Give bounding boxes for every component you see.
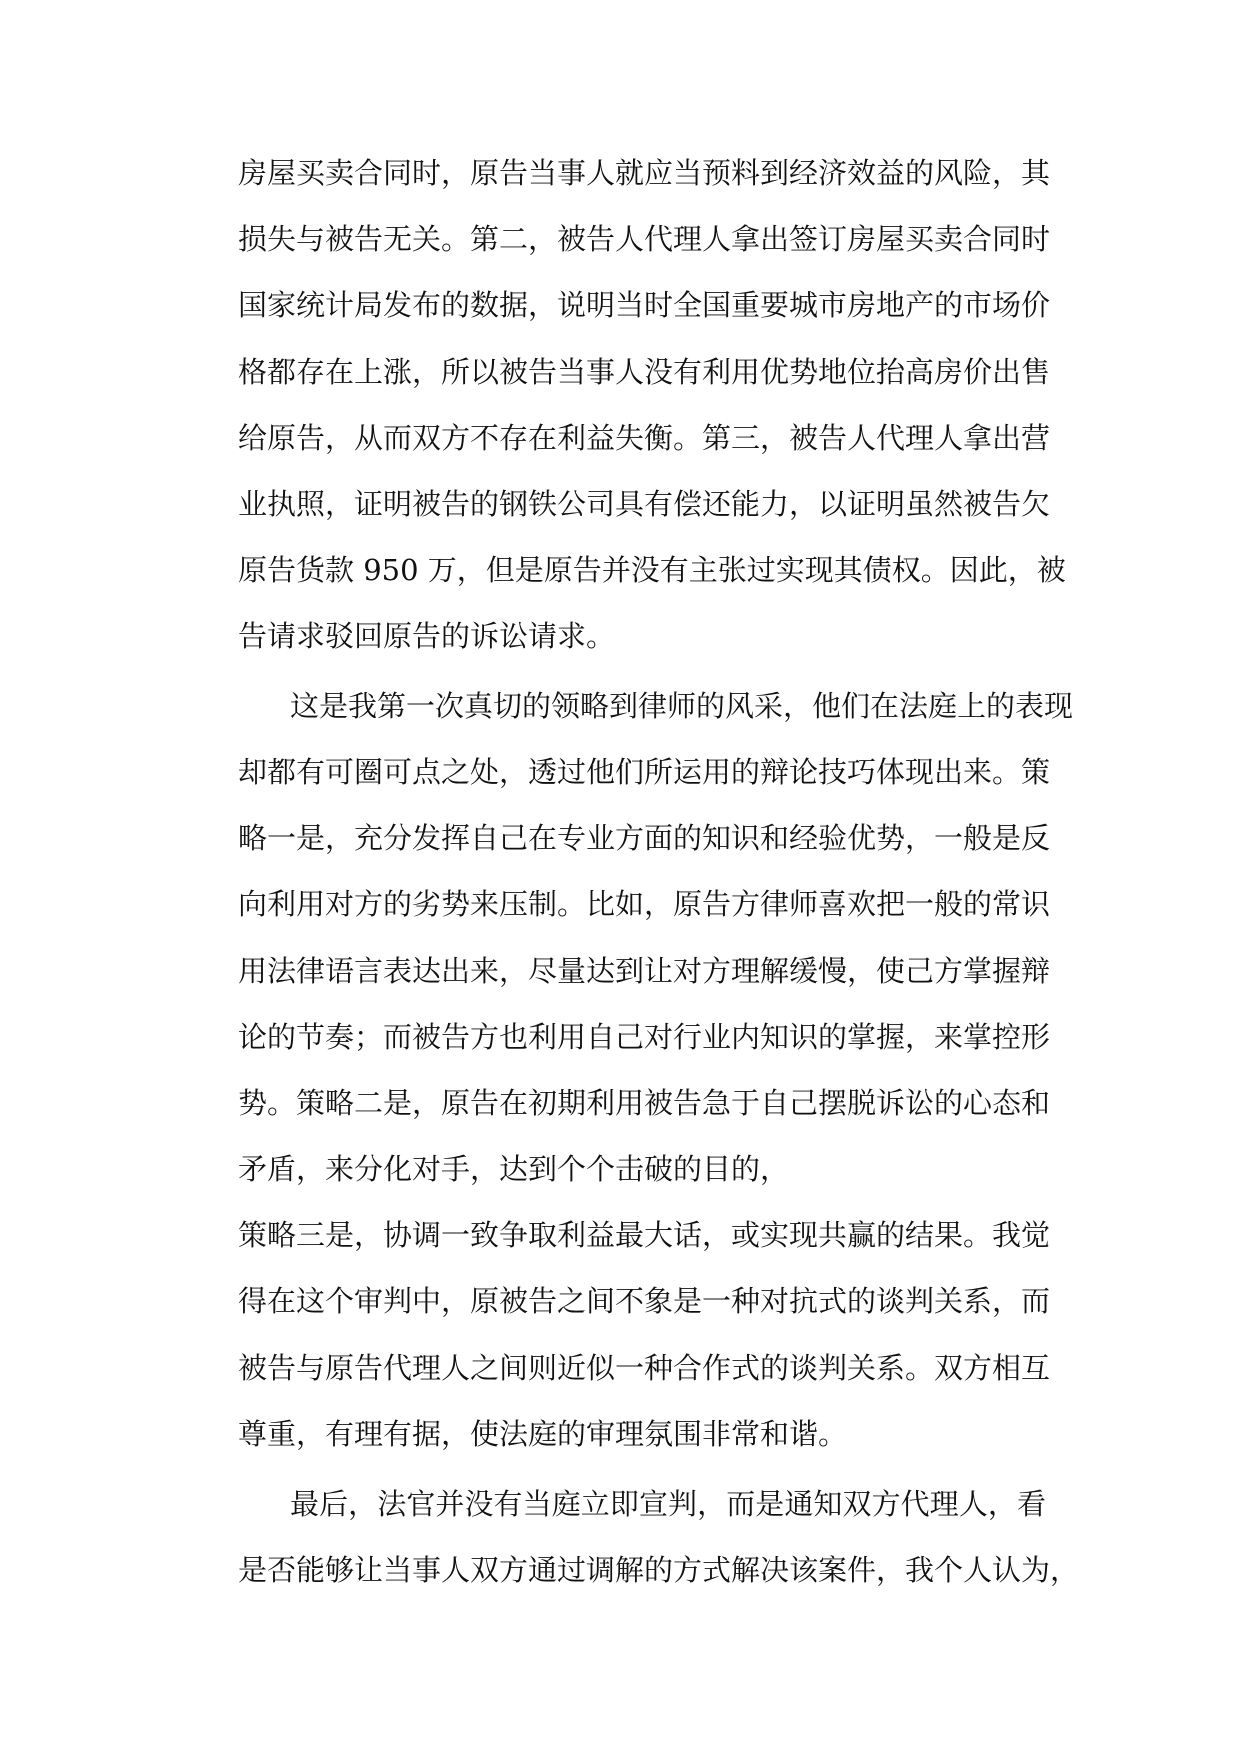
text-line: 尊重，有理有据，使法庭的审理氛围非常和谐。 [238, 1417, 848, 1451]
text-line: 用法律语言表达出来，尽量达到让对方理解缓慢，使己方掌握辩 [238, 954, 1051, 988]
text-line: 却都有可圈可点之处，透过他们所运用的辩论技巧体现出来。策 [238, 755, 1051, 789]
text-line: 矛盾，来分化对手，达到个个击破的目的， [238, 1152, 790, 1186]
text-line: 国家统计局发布的数据，说明当时全国重要城市房地产的市场价 [238, 288, 1051, 322]
text-line: 是否能够让当事人双方通过调解的方式解决该案件，我个人认为， [238, 1553, 1080, 1587]
text-line: 业执照，证明被告的钢铁公司具有偿还能力，以证明虽然被告欠 [238, 487, 1051, 521]
text-line: 策略三是，协调一致争取利益最大话，或实现共赢的结果。我觉 [238, 1218, 1051, 1252]
text-line: 论的节奏；而被告方也利用自己对行业内知识的掌握，来掌控形 [238, 1020, 1051, 1054]
text-line: 略一是，充分发挥自己在专业方面的知识和经验优势，一般是反 [238, 821, 1051, 855]
text-line: 格都存在上涨，所以被告当事人没有利用优势地位抬高房价出售 [238, 355, 1051, 389]
text-line: 被告与原告代理人之间则近似一种合作式的谈判关系。双方相互 [238, 1351, 1051, 1385]
text-line: 势。策略二是，原告在初期利用被告急于自己摆脱诉讼的心态和 [238, 1086, 1051, 1120]
paragraph-first-line: 最后，法官并没有当庭立即宣判，而是通知双方代理人，看 [290, 1487, 1046, 1521]
text-line: 给原告，从而双方不存在利益失衡。第三，被告人代理人拿出营 [238, 421, 1051, 455]
text-line: 原告货款 950 万，但是原告并没有主张过实现其债权。因此，被 [238, 553, 1066, 587]
text-line: 损失与被告无关。第二，被告人代理人拿出签订房屋买卖合同时 [238, 222, 1051, 256]
text-line: 房屋买卖合同时，原告当事人就应当预料到经济效益的风险，其 [238, 156, 1051, 190]
paragraph-first-line: 这是我第一次真切的领略到律师的风采，他们在法庭上的表现 [290, 689, 1074, 723]
text-line: 得在这个审判中，原被告之间不象是一种对抗式的谈判关系，而 [238, 1284, 1051, 1318]
text-line: 告请求驳回原告的诉讼请求。 [238, 619, 616, 653]
text-line: 向利用对方的劣势来压制。比如，原告方律师喜欢把一般的常识 [238, 887, 1051, 921]
